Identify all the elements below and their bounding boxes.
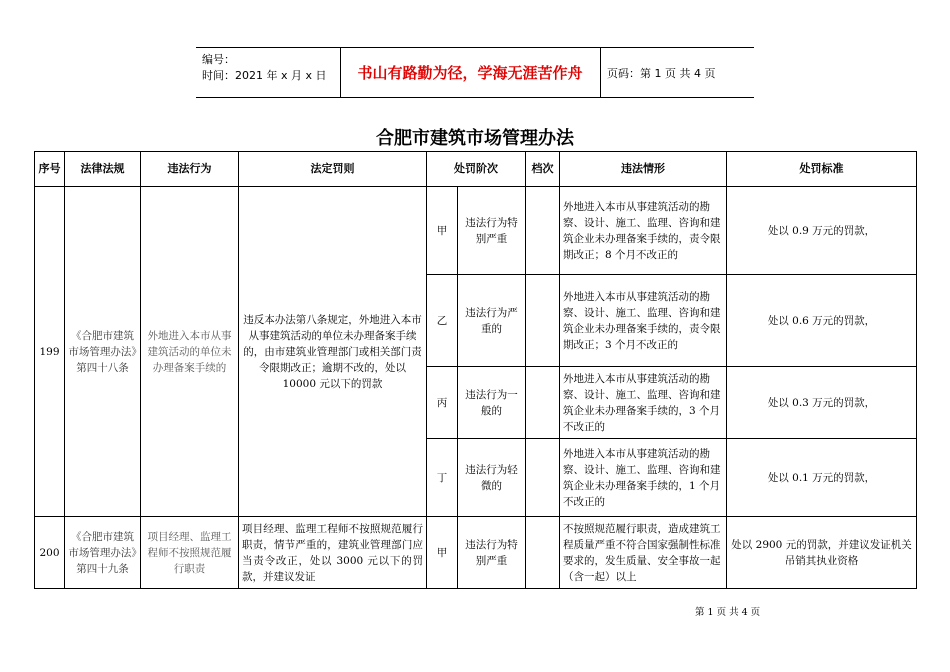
- header-law: 法律法规: [65, 152, 141, 187]
- tier-standard: 处以 0.1 万元的罚款，: [727, 439, 917, 517]
- tier-standard: 处以 0.6 万元的罚款，: [727, 275, 917, 367]
- document-title: 合肥市建筑市场管理办法: [376, 128, 574, 149]
- tier-grade: 甲: [427, 187, 458, 275]
- row-act: 外地进入本市从事建筑活动的单位未办理备案手续的: [141, 187, 239, 517]
- tier-stage: 违法行为轻微的: [458, 439, 526, 517]
- tier-grade: 丁: [427, 439, 458, 517]
- tier-grade: 乙: [427, 275, 458, 367]
- row-seq: 199: [35, 187, 65, 517]
- header-standard: 处罚标准: [727, 152, 917, 187]
- header-rule: 法定罚则: [239, 152, 427, 187]
- document-header: [196, 47, 754, 98]
- table-row: [35, 517, 917, 589]
- tier-situation: 不按照规范履行职责，造成建筑工程质量严重不符合国家强制性标准要求的，发生质量、安全事故一起（含一起）以上: [560, 517, 727, 589]
- table-row: [35, 187, 917, 275]
- motto-text: 书山有路勤为径，学海无涯苦作舟: [357, 63, 583, 82]
- tier-grade: 丙: [427, 367, 458, 439]
- time-label: 时间：2021 年 x 月 x 日: [202, 69, 327, 82]
- row-law: 《合肥市建筑市场管理办法》第四十九条: [65, 517, 141, 589]
- tier-situation: 外地进入本市从事建筑活动的勘察、设计、施工、监理、咨询和建筑企业未办理备案手续的，责令限期改正；3 个月不改正的: [560, 275, 727, 367]
- tier-level: [526, 367, 560, 439]
- tier-level: [526, 187, 560, 275]
- tier-standard: 处以 0.9 万元的罚款，: [727, 187, 917, 275]
- tier-standard: 处以 0.3 万元的罚款，: [727, 367, 917, 439]
- tier-stage: 违法行为特别严重: [458, 187, 526, 275]
- number-label: 编号：: [202, 53, 235, 66]
- tier-level: [526, 517, 560, 589]
- tier-grade: 甲: [427, 517, 458, 589]
- tier-level: [526, 275, 560, 367]
- row-rule: 项目经理、监理工程师不按照规范履行职责，情节严重的，建筑业管理部门应当责令改正，处以 3000 元以下的罚款，并建议发证: [239, 517, 427, 589]
- penalty-table: [34, 151, 917, 589]
- row-seq: 200: [35, 517, 65, 589]
- header-level: 档次: [526, 152, 560, 187]
- tier-situation: 外地进入本市从事建筑活动的勘察、设计、施工、监理、咨询和建筑企业未办理备案手续的，责令限期改正；8 个月不改正的: [560, 187, 727, 275]
- row-rule: 违反本办法第八条规定，外地进入本市从事建筑活动的单位未办理备案手续的，由市建筑业管理部门或相关部门责令限期改正；逾期不改的，处以 10000 元以下的罚款: [239, 187, 427, 517]
- header-stage: 处罚阶次: [427, 152, 526, 187]
- page-label: 页码：第 1 页 共 4 页: [600, 48, 754, 97]
- tier-standard: 处以 2900 元的罚款，并建议发证机关吊销其执业资格: [727, 517, 917, 589]
- header-situation: 违法情形: [560, 152, 727, 187]
- row-law: 《合肥市建筑市场管理办法》第四十八条: [65, 187, 141, 517]
- tier-level: [526, 439, 560, 517]
- table-header-row: [35, 152, 917, 187]
- tier-situation: 外地进入本市从事建筑活动的勘察、设计、施工、监理、咨询和建筑企业未办理备案手续的，3 个月不改正的: [560, 367, 727, 439]
- header-meta: [196, 48, 340, 97]
- header-seq: 序号: [35, 152, 65, 187]
- tier-stage: 违法行为一般的: [458, 367, 526, 439]
- tier-stage: 违法行为特别严重: [458, 517, 526, 589]
- page-footer: 第 1 页 共 4 页: [695, 607, 761, 618]
- tier-situation: 外地进入本市从事建筑活动的勘察、设计、施工、监理、咨询和建筑企业未办理备案手续的，1 个月不改正的: [560, 439, 727, 517]
- header-act: 违法行为: [141, 152, 239, 187]
- row-act: 项目经理、监理工程师不按照规范履行职责: [141, 517, 239, 589]
- tier-stage: 违法行为严重的: [458, 275, 526, 367]
